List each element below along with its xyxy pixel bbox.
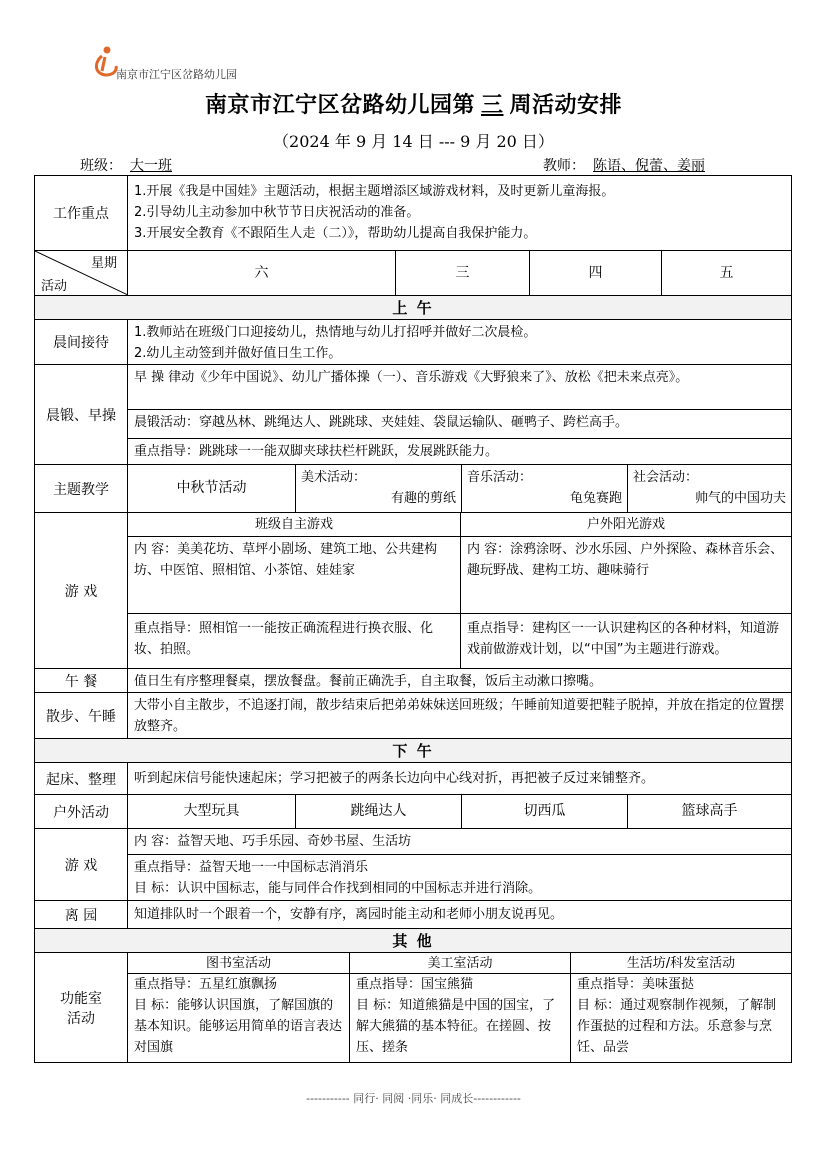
leave-text: 知道排队时一个跟着一个，安静有序，离园时能主动和老师小朋友说再见。 (134, 907, 564, 922)
leave-row (34, 901, 792, 929)
outdoor-item: 大型玩具 (128, 795, 296, 828)
class-info: 班级： 大一班 (80, 158, 172, 174)
game-row (34, 513, 792, 669)
kindergarten-logo (92, 44, 292, 84)
focus-item: 3.开展安全教育《不跟陌生人走（二）》，帮助幼儿提高自我保护能力。 (134, 226, 537, 241)
exercise-routine: 早 操 律动《少年中国说》、幼儿广播体操（一）、音乐游戏《大野狼来了》、放松《把未来点亮》。 (134, 370, 689, 385)
section-other: 其 他 (34, 929, 792, 953)
nap-label: 散步、午睡 (35, 693, 128, 738)
nap-row (34, 693, 792, 739)
science-room-activity: 生活坊/科发室活动 重点指导：美味蛋挞 目 标：通过观察制作视频，了解制作蛋挞的过程和方法。乐意参与烹饪、品尝 (571, 953, 791, 1062)
focus-item: 2.引导幼儿主动参加中秋节节日庆祝活动的准备。 (134, 205, 420, 220)
afternoon-game-label: 游 戏 (35, 829, 128, 900)
teacher-info: 教师： 陈语、倪蕾、姜丽 (543, 158, 705, 174)
morning-exercise-row (34, 365, 792, 465)
afternoon-game-goal: 目 标：认识中国标志，能与同伴合作找到相同的中国标志并进行消除。 (134, 881, 542, 896)
outdoor-item: 篮球高手 (681, 803, 738, 819)
theme-main: 中秋节活动 (128, 465, 296, 512)
focus-item: 1.开展《我是中国娃》主题活动，根据主题增添区域游戏材料，及时更新儿童海报。 (134, 184, 615, 199)
class-game-head: 班级自主游戏 (254, 517, 333, 532)
day-col-4: 五 (719, 264, 734, 281)
outdoor-game-content: 内 容：涂鸦涂呀、沙水乐园、户外探险、森林音乐会、趣玩野战、建构工坊、趣味骑行 (461, 536, 791, 613)
art-room-activity: 美工室活动 重点指导：国宝熊猫 目 标：知道熊猫是中国的国宝，了解大熊猫的基本特征。在搓圆、按压、搓条 (350, 953, 571, 1062)
work-focus-label: 工作重点 (35, 176, 128, 250)
work-focus-row (34, 175, 792, 251)
outdoor-label: 户外活动 (35, 795, 128, 828)
theme-teaching-row (34, 465, 792, 513)
schedule-table (34, 175, 792, 1063)
wake-label: 起床、整理 (35, 763, 128, 794)
theme-label: 主题教学 (35, 465, 128, 512)
reception-label: 晨间接待 (35, 320, 128, 364)
game-label: 游 戏 (35, 513, 128, 668)
afternoon-game-focus: 重点指导：益智天地一一中国标志消消乐 (134, 860, 369, 875)
function-room-label: 功能室 活动 (35, 953, 128, 1062)
outdoor-row (34, 795, 792, 829)
morning-reception-row: 晨间接待 1.教师站在班级门口迎接幼儿，热情地与幼儿打招呼并做好二次晨检。 2.幼儿主动签到并做好值日生工作。 (34, 320, 792, 365)
day-col-1: 六 (128, 251, 396, 295)
afternoon-game-row (34, 829, 792, 901)
logo-icon (92, 44, 118, 78)
outdoor-item: 切西瓜 (462, 795, 628, 828)
date-range: （2024 年 9 月 14 日 --- 9 月 20 日） (273, 132, 554, 151)
class-game-focus: 重点指导：照相馆一一能按正确流程进行换衣服、化妆、拍照。 (128, 613, 460, 668)
exercise-activities: 晨锻活动：穿越丛林、跳绳达人、跳跳球、夹娃娃、袋鼠运输队、砸鸭子、跨栏高手。 (128, 409, 791, 438)
weekday-corner: 星期 活动 (35, 251, 128, 295)
wake-row (34, 763, 792, 795)
social-activity: 社会活动： 帅气的中国功夫 (633, 470, 786, 506)
afternoon-game-content: 内 容：益智天地、巧手乐园、奇妙书屋、生活坊 (134, 834, 412, 849)
exercise-label: 晨锻、早操 (35, 365, 128, 464)
day-col-3: 四 (530, 251, 662, 295)
exercise-focus: 重点指导：跳跳球一一能双脚夹球扶栏杆跳跃，发展跳跃能力。 (128, 438, 791, 464)
wake-text: 听到起床信号能快速起床；学习把被子的两条长边向中心线对折，再把被子反过来铺整齐。 (134, 771, 655, 786)
function-room-row (34, 953, 792, 1063)
lunch-row (34, 669, 792, 693)
footer-slogan: ----------- 同行· 同阅 ·同乐· 同成长------------ (306, 1092, 521, 1105)
library-activity: 图书室活动 重点指导：五星红旗飘扬 目 标：能够认识国旗，了解国旗的基本知识。能够运用简单的语言表达对国旗 (128, 953, 350, 1062)
music-activity: 音乐活动： 龟兔赛跑 (462, 465, 628, 512)
lunch-label: 午 餐 (35, 669, 128, 692)
outdoor-game-head: 户外阳光游戏 (586, 517, 665, 532)
logo-text: 南京市江宁区岔路幼儿园 (116, 68, 237, 81)
lunch-text: 值日生有序整理餐桌，摆放餐盘。餐前正确洗手，自主取餐，饭后主动漱口擦嘴。 (134, 674, 603, 689)
outdoor-item: 跳绳达人 (296, 795, 462, 828)
section-afternoon: 下 午 (34, 739, 792, 763)
art-activity: 美术活动： 有趣的剪纸 (296, 465, 462, 512)
nap-text: 大带小自主散步，不追逐打闹，散步结束后把弟弟妹妹送回班级；午睡前知道要把鞋子脱掉，并放在指定的位置摆放整齐。 (134, 698, 785, 734)
section-morning: 上 午 (34, 296, 792, 320)
outdoor-game-focus: 重点指导：建构区一一认识建构区的各种材料，知道游戏前做游戏计划，以“中国”为主题进行游戏。 (461, 613, 791, 668)
page-title: 南京市江宁区岔路幼儿园第 三 周活动安排 (204, 93, 623, 118)
leave-label: 离 园 (35, 901, 128, 928)
weekday-row (34, 251, 792, 296)
day-col-2: 三 (396, 251, 530, 295)
class-game-content: 内 容：美美花坊、草坪小剧场、建筑工地、公共建构坊、中医馆、照相馆、小茶馆、娃娃家 (128, 536, 460, 613)
